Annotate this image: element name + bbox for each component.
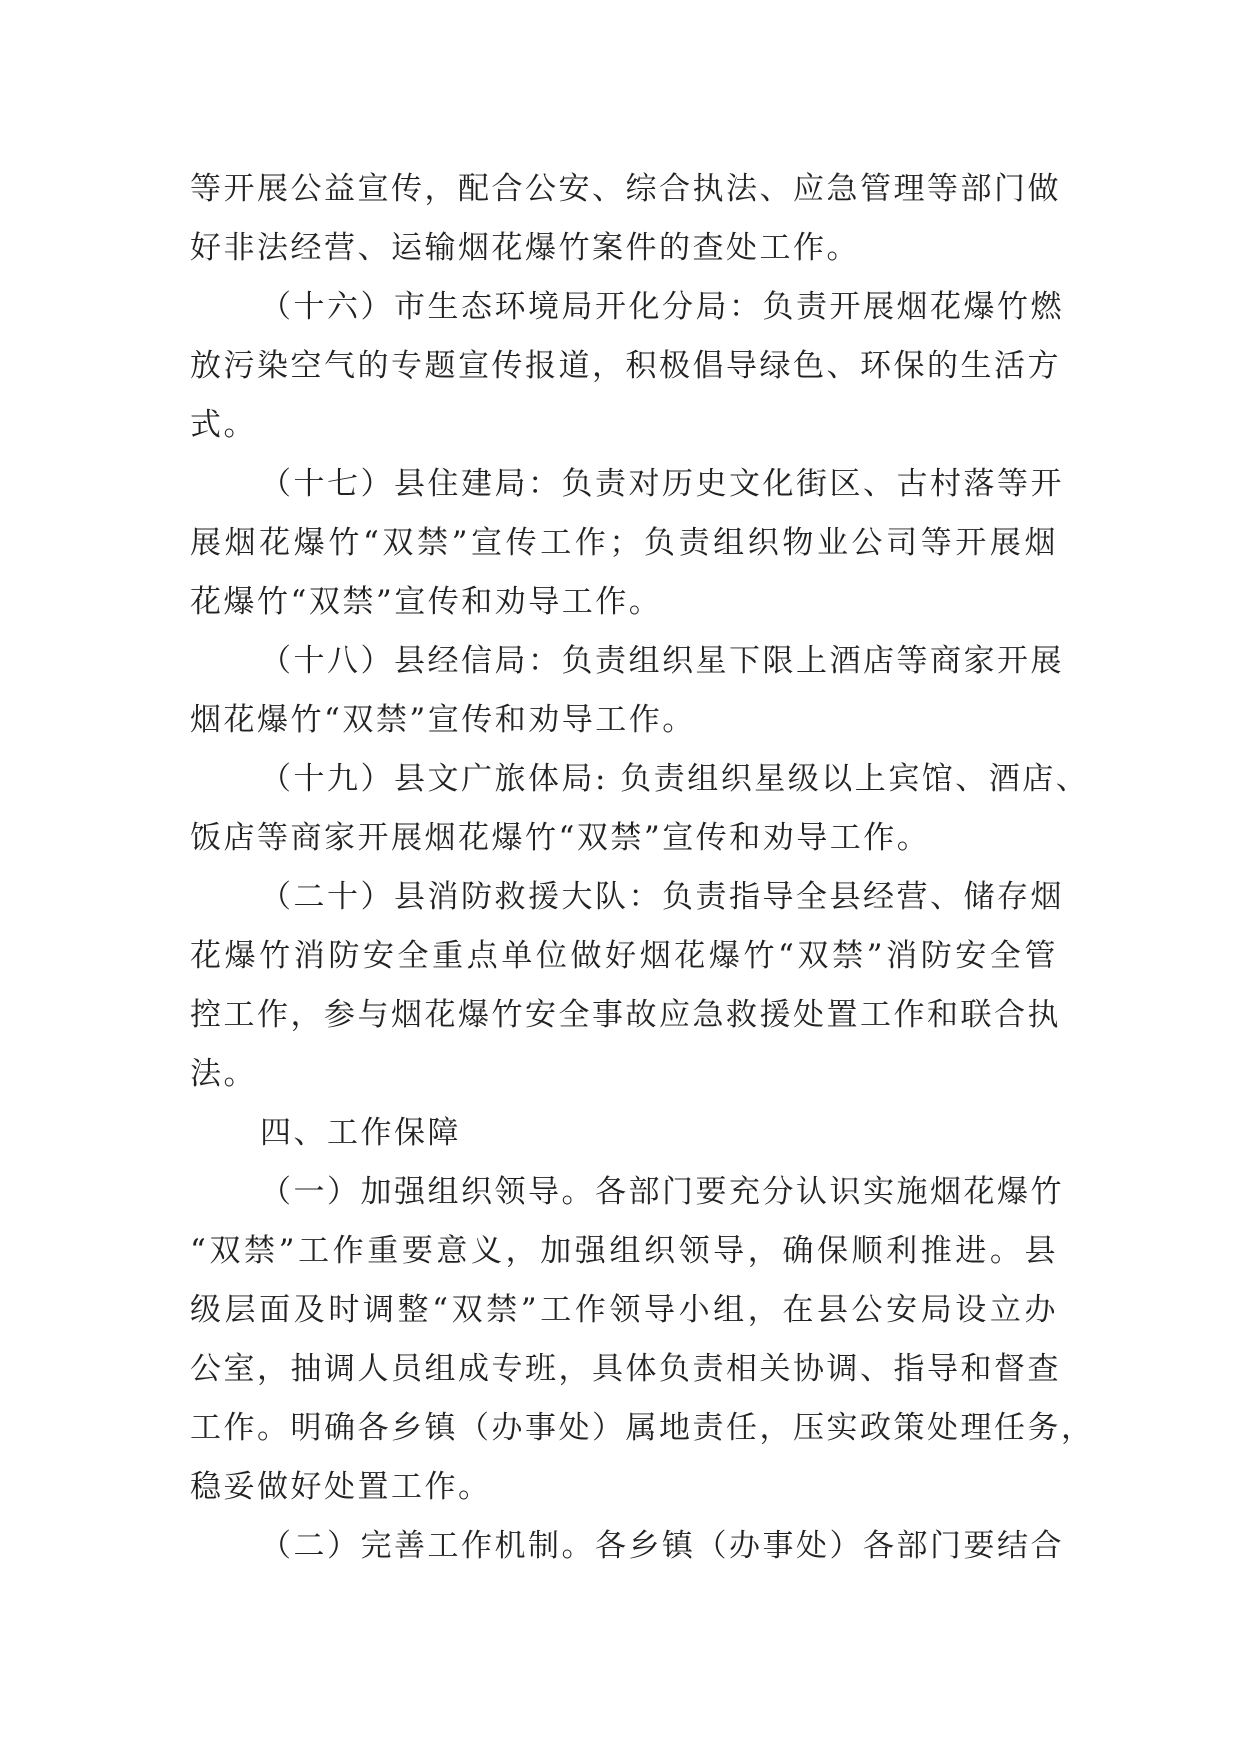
text-line: “双禁”工作重要意义，加强组织领导，确保顺利推进。县 bbox=[190, 1233, 1058, 1269]
text-line: 工作。明确各乡镇（办事处）属地责任，压实政策处理任务， bbox=[190, 1410, 1095, 1446]
text-line: （十六）市生态环境局开化分局：负责开展烟花爆竹燃 bbox=[260, 289, 1064, 325]
text-line: 饭店等商家开展烟花爆竹“双禁”宣传和劝导工作。 bbox=[190, 820, 931, 856]
text-line: （十七）县住建局：负责对历史文化街区、古村落等开 bbox=[260, 466, 1064, 502]
text-line: 放污染空气的专题宣传报道，积极倡导绿色、环保的生活方 bbox=[190, 348, 1061, 384]
text-line: （十九）县文广旅体局: 负责组织星级以上宾馆、酒店、 bbox=[260, 761, 1090, 797]
text-line: 等开展公益宣传，配合公安、综合执法、应急管理等部门做 bbox=[190, 171, 1061, 207]
text-line: （二十）县消防救援大队：负责指导全县经营、储存烟 bbox=[260, 879, 1064, 915]
text-line: （二）完善工作机制。各乡镇（办事处）各部门要结合 bbox=[260, 1528, 1064, 1564]
text-line: 花爆竹“双禁”宣传和劝导工作。 bbox=[190, 584, 663, 620]
text-line: 级层面及时调整“双禁”工作领导小组，在县公安局设立办 bbox=[190, 1292, 1058, 1328]
text-line: 公室，抽调人员组成专班，具体负责相关协调、指导和督查 bbox=[190, 1351, 1061, 1387]
text-line: 展烟花爆竹“双禁”宣传工作；负责组织物业公司等开展烟 bbox=[190, 525, 1058, 561]
text-line: （一）加强组织领导。各部门要充分认识实施烟花爆竹 bbox=[260, 1174, 1064, 1210]
text-line: 控工作，参与烟花爆竹安全事故应急救援处置工作和联合执 bbox=[190, 997, 1061, 1033]
text-line: 花爆竹消防安全重点单位做好烟花爆竹“双禁”消防安全管 bbox=[190, 938, 1058, 974]
text-line: （十八）县经信局：负责组织星下限上酒店等商家开展 bbox=[260, 643, 1064, 679]
text-line: 稳妥做好处置工作。 bbox=[190, 1469, 492, 1505]
text-line: 烟花爆竹“双禁”宣传和劝导工作。 bbox=[190, 702, 696, 738]
text-line: 四、工作保障 bbox=[260, 1115, 461, 1151]
text-line: 式。 bbox=[190, 407, 257, 443]
text-line: 好非法经营、运输烟花爆竹案件的查处工作。 bbox=[190, 230, 860, 266]
document-body bbox=[190, 160, 1095, 1576]
text-line: 法。 bbox=[190, 1056, 257, 1092]
